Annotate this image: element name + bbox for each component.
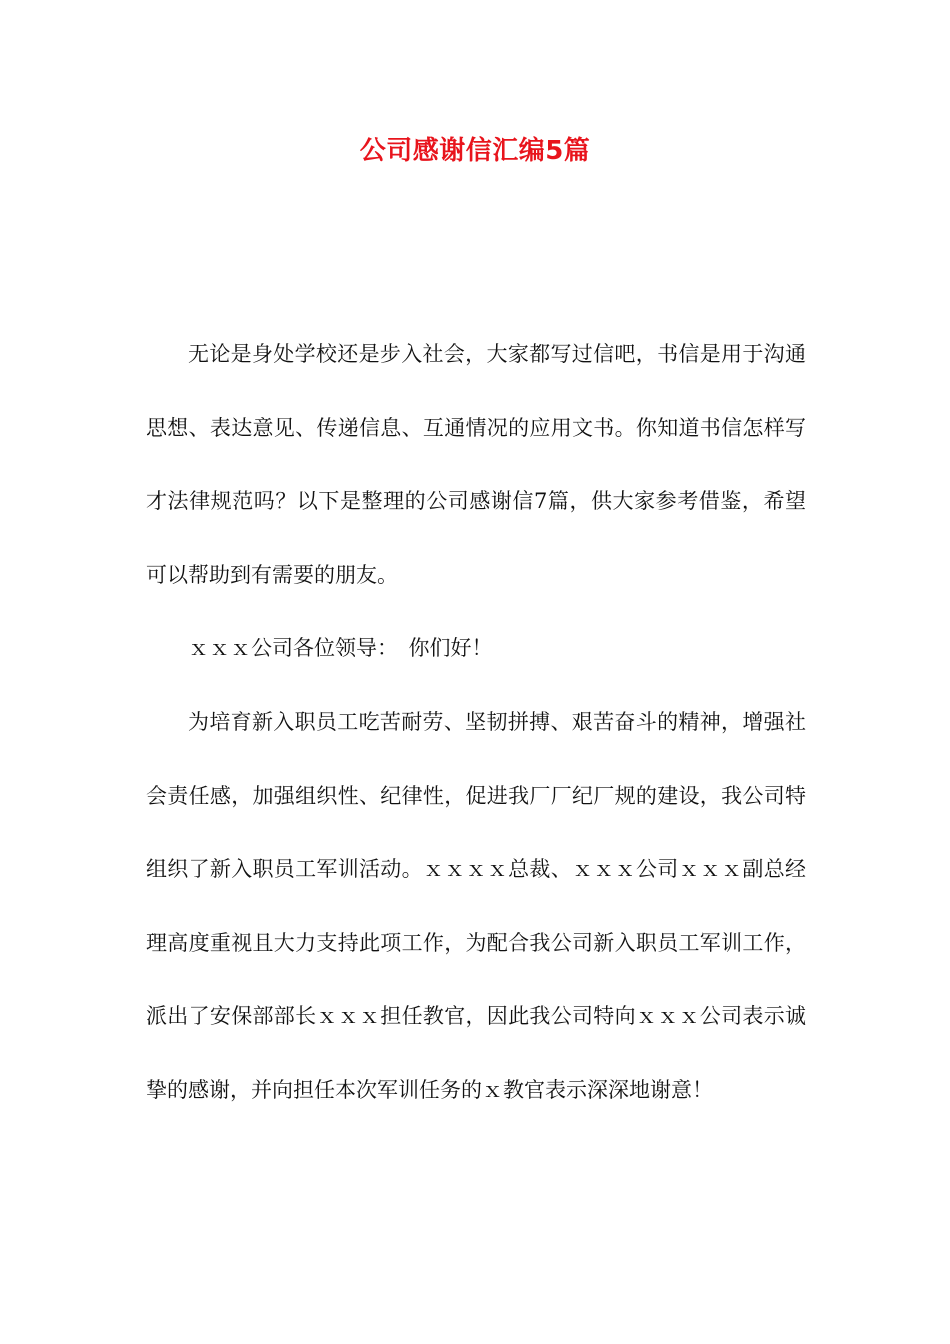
salutation-paragraph: ｘｘｘ公司各位领导： 你们好！ (188, 636, 493, 661)
intro-paragraph: 无论是身处学校还是步入社会，大家都写过信吧，书信是用于沟通思想、表达意见、传递信息、互通情况的应用文书。你知道书信怎样写才法律规范吗？以下是整理的公司感谢信7篇，供大家参考借鉴，希望可以帮助到有需要的朋友。 (146, 342, 806, 587)
letter-body-paragraph: 为培育新入职员工吃苦耐劳、坚韧拼搏、艰苦奋斗的精神，增强社会责任感，加强组织性、纪律性，促进我厂厂纪厂规的建设，我公司特组织了新入职员工军训活动。ｘｘｘｘ总裁、ｘｘｘ公司ｘｘｘ副总经理高度重视且大力支持此项工作，为配合我公司新入职员工军训工作，派出了安保部部长ｘｘｘ担任教官，因此我公司特向ｘｘｘ公司表示诚挚的感谢，并向担任本次军训任务的ｘ教官表示深深地谢意！ (146, 709, 806, 1102)
document-title: 公司感谢信汇编5篇 (359, 136, 591, 166)
document-body (146, 318, 806, 1128)
